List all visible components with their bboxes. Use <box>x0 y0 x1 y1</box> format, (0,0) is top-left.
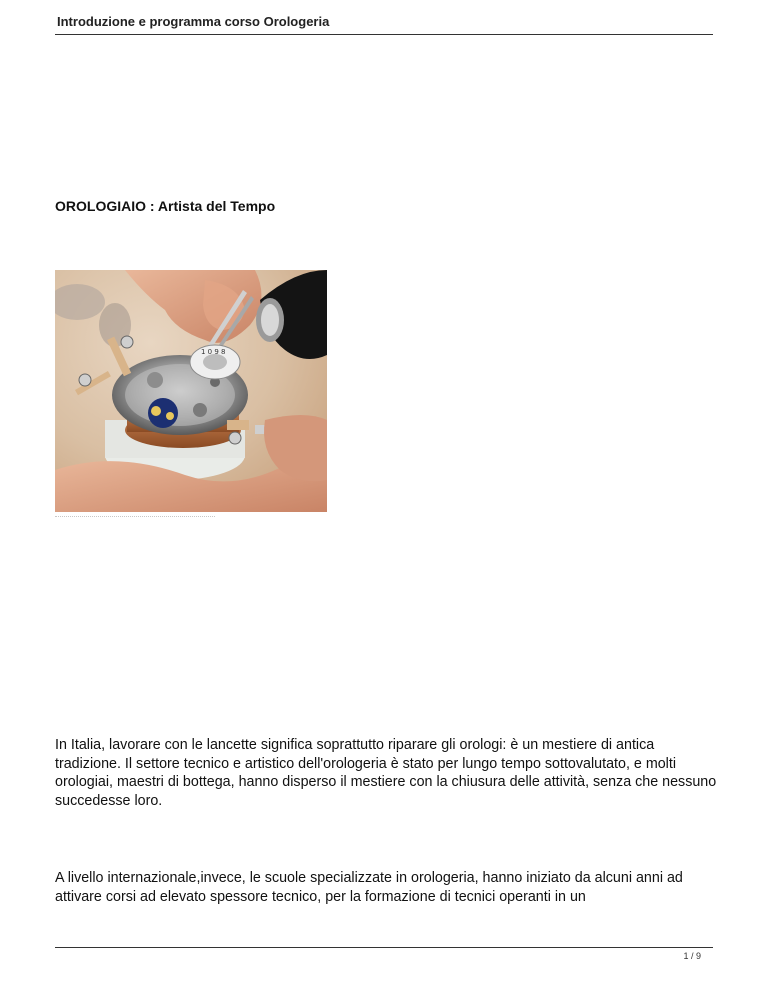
page-header-title: Introduzione e programma corso Orologeria <box>57 14 330 29</box>
photo-caption-placeholder <box>55 516 215 517</box>
paragraph-italia: In Italia, lavorare con le lancette significa soprattutto riparare gli orologi: è un mestiere di antica tradizione. Il settore tecnico e artistico dell'orologeria è stato per lungo tempo sottovalutato, e molti orologiai, maestri di bottega, hanno disperso il mestiere con la chiusura delle attività, senza che nessuno succedesse loro. <box>55 737 717 809</box>
section-title: OROLOGIAIO : Artista del Tempo <box>55 198 276 214</box>
page-number: 1 / 9 <box>683 951 701 961</box>
paragraph-livello-internazionale: A livello internazionale,invece, le scuole specializzate in orologeria, hanno iniziato da alcuni anni ad attivare corsi ad elevato spessore tecnico, per la formazione di tecnici operanti in un <box>55 870 683 905</box>
footer-divider <box>55 947 713 948</box>
watchmaker-photo <box>55 270 327 512</box>
header-divider <box>55 34 713 35</box>
svg-text:1 0 9 8: 1 0 9 8 <box>201 348 226 356</box>
